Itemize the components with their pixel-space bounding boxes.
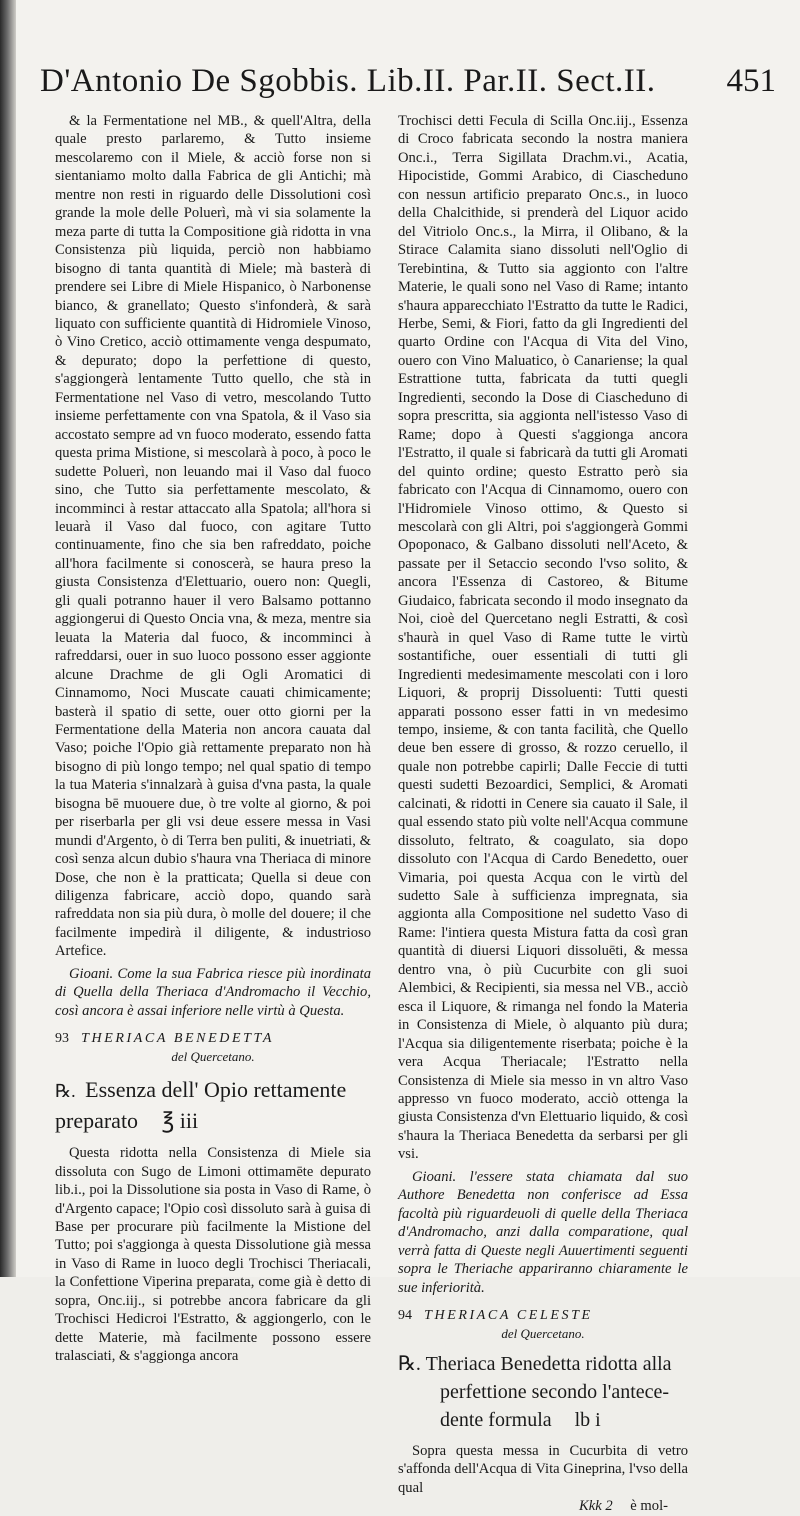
recipe-title-line-1: Theriaca Benedetta ridotta alla [425, 1353, 672, 1375]
recipe-symbol: ℞. [398, 1353, 421, 1375]
catchword: è mol- [630, 1498, 668, 1515]
body-paragraph: Trochisci detti Fecula di Scilla Onc.iij., Essenza di Croco fabricata secondo la nostra maniera Onc.i., Terra Sigillata Drachm.vi., Acatia, Hipocistide, Gommi Arabico, di Ciascheduno con nessun artificio preparato Onc.s., in luoco della Chalcithide, si prenderà del Liquor acido del Vitriolo Onc.s., la Mirra, il Olibano, & la Stirace Calamita siano dissoluti nell'Oglio di Terebintina, & Tutto sia aggionto con l'altre Materie, le quali sono nel Vaso di Rame; intanto s'haura apparecchiato l'Estratto da tutte le Radici, Herbe, Semi, & Fiori, fatto da gli Ingredienti del quarto Ordine con l'Acqua di Vita del Vino, ouero con Vino Maluatico, ò Canariense; la qual Estrattione tutta, fabricata da tutti quegli Ingredienti, secondo la Dose di Ciascheduno di sopra prescritta, sia aggionta nell'istesso Vaso di Rame; dopo à Questi s'aggionga ancora l'Estratto, il quale si fabricarà da tutti gli Aromati del quinto ordine; questo Estratto però sia fabricato con l'Acqua di Cinnamomo, ouero con l'Hidromiele Vinoso ottimo, & Questo si mescolarà con gli Altri, poi s'aggiongerà Gommi Opoponaco, & Galbano dissoluti nell'Aceto, & passate per il Setaccio secondo l'vso solito, & ancora l'Essenza di Castoreo, & Bitume Giudaico, fabricata secondo il modo insegnato da Noi, cioè del Quercetano negli Estratti, & così s'haurà in quel Vaso di Rame tutte le virtù sostantifiche, ouer essentiali di tutti gli Ingredienti medesimamente mescolati con i loro Liquori, & proprij Dissoluenti: Tutti questi apparati possono esser fatti in vn medesimo tempo, insieme, & con tanta facilità, che Quello deue ben essere di grosso, & rozzo ceruello, il quale non potrebbe capirli; Dalle Feccie di tutti questi sudetti Bezoardici, Semplici, & Aromati calcinati, & ridotti in Cenere sia cauato il Sale, il qual essendo stato più volte nell'Acqua commune dissoluto, feltrato, & coagulato, sia dopo dissoluto con l'Acqua di Cardo Benedetto, ouer Vimaria, poi questa Acqua con le virtù del sudetto Sale à sufficienza impregnata, sia aggionta alla Compositione nel sudetto Vaso di Rame: l'intiera questa Mistura fatta da così gran quantità di diuersi Liquori dissoluēti, & messa dentro vna, ò più Cucurbite con gli suoi Alembici, & Recipienti, sia messa nel VB., acciò esca il Liquore, & rimanga nel fondo la Materia in Consistenza di Miele, ò alquanto più dura; l'Acqua sia diligentemente riserbata; poiche è la vera Acqua Theriacale; l'Estratto nella Consistenza di Miele sia messo in vn altro Vaso appresso vn fuoco moderato, acciò ottenga la giusta Consistenza d'vn Elettuario liquido, & così s'haura la Theriaca Benedetta da serbarsi per gli vsi. [398, 113, 688, 1163]
running-head: D'Antonio De Sgobbis. Lib.II. Par.II. Sect.II. [40, 63, 656, 99]
entry-heading [398, 1307, 688, 1325]
recipe-quantity: lb i [574, 1409, 601, 1431]
recipe-quantity: ℥ iii [161, 1108, 199, 1134]
recipe-title-line-2: perfettione secondo l'antece- [440, 1381, 670, 1403]
entry-name: THERIACA BENEDETTA [81, 1031, 275, 1047]
entry-author: del Quercetano. [501, 1326, 585, 1341]
recipe-heading [55, 1075, 371, 1136]
entry-number: 94 [398, 1308, 412, 1323]
recipe-title: Essenza dell' Opio rettamente preparato [55, 1077, 347, 1134]
left-column [55, 112, 371, 1365]
recipe-title-line-3 [398, 1406, 688, 1434]
commentary-paragraph: Gioani. Come la sua Fabrica riesce più inordinata di Quella della Theriaca d'Andromacho il Vecchio, così ancora è assai inferiore nelle virtù à Questa. [55, 965, 371, 1019]
entry-heading [55, 1030, 371, 1048]
entry-author: del Quercetano. [171, 1049, 255, 1065]
body-paragraph: Sopra questa messa in Cucurbita di vetro s'affonda dell'Acqua di Vita Gineprina, l'vso della qual [398, 1443, 688, 1496]
recipe-heading [398, 1350, 688, 1434]
recipe-symbol: ℞. [55, 1081, 76, 1102]
body-paragraph: & la Fermentatione nel MB., & quell'Altra, della quale presto parlaremo, & Tutto insieme mescolaremo con il Miele, & acciò forse non si sientaniamo molto dalla Fabrica de gli Antichi; mà mentre non resti in riguardo delle Dissolutioni così grande la mole delle Poluerì, mà vi sia solamente la meza parte di tutta la Compositione già ridotta in vna Consistenza più liquida, perciò non habbiamo bisogno di tanta quantità di Miele; mà basterà di prendere sei Libre di Miele Hispanico, ò Narbonense bianco, & granellato; Questo s'infonderà, & sarà liquato con sufficiente quantità di Hidromiele Vinoso, ò Vino Cretico, acciò ottimamente venga despumato, & depurato; dopo la perfettione di questo, s'aggiongerà lentamente Tutto quello, che stà in Fermentatione nel Vaso di vetro, mescolando Tutto insieme perfettamente con vna Spatola, & il Vaso sia accostato sempre ad vn fuoco moderato, essendo fatta questa prima Mistione, si mescolarà à poco, à poco le sudette Poluerì, non leuando mai il Vaso dal fuoco sino, che Tutto sia perfettamente mescolato, & incomminci à restar attaccato alla Spatola; all'hora si leuarà il Vaso dal fuoco, con agitare Tutto continuamente, fino che sia ben rafreddato, poiche all'hora facilmente si conoscerà, se haura preso la giusta Consistenza d'Elettuario, ouero non: Quegli, gli quali potranno hauer il vero Balsamo pottanno aggiongerui di Questo Oncia vna, & meza, mentre sia leuata la Materia dal fuoco, & incomminci à rafreddarsi, ouer in suo luoco possono esser aggionte alcune Drachme de gli Ogli Aromatici di Cinnamomo, Noci Muscate cauati chimicamente; basterà il spatio di sette, ouer otto giorni per la Fermentatione della Materia non ancora cauata dal Vaso; poiche l'Opio già rettamente preparato non hà bisogno di più longo tempo; nel qual spatio di tempo la tua Materia s'innalzarà à guisa d'vna pasta, la quale bisogna bē muouere due, ò tre volte al giorno, & poi per riserbarla per gli vsi deue essere messa in Vasi mundi d'Argento, ò di Terra ben puliti, & inuetriati, & così senza alcun dubio s'haura vna Theriaca di minore Dose, che non è la pratticata; Quella si deue con diligenza fabricare, acciò dopo, quando sarà rafreddata non sia più dura, ò molle del douere; il che facilmente impedirà il diligente, & industrioso Artefice. [55, 113, 371, 960]
recipe-title-line-3-text: dente formula [440, 1409, 552, 1431]
page-number: 451 [726, 63, 776, 99]
page-header [40, 56, 790, 106]
entry-number: 93 [55, 1031, 69, 1047]
right-column [398, 112, 688, 1515]
signature-line [398, 1497, 688, 1515]
commentary-paragraph: Gioani. l'essere stata chiamata dal suo Authore Benedetta non conferisce ad Essa facoltà più riguardeuoli di quelle della Theriaca d'Andromacho, anzi dalla comparatione, qual verrà fatta di Queste negli Auuertimenti seguenti sopra le Theriache appariranno chiaramente le sue inferiorità. [398, 1168, 688, 1296]
body-paragraph: Questa ridotta nella Consistenza di Miele sia dissoluta con Sugo de Limoni ottimamēte depurato lib.i., poi la Dissolutione sia posta in Vaso di Rame, ò d'Argento capace; l'Opio così dissoluto sarà à guisa di Base per procurare più facilmente la Mistione del Tutto; poi s'aggionga à questa Dissolutione già messa in Vaso di Rame in luoco degli Trochisci Theriacali, la Confettione Viperina preparata, come già è detto di sopra, Onc.iij., si potrebbe ancora fabricare da gli Trochisci Hedicroi l'Estratto, & aggiongerlo, con le dette Materie, mà facilmente possono essere tralasciati, & s'aggionga ancora [55, 1145, 371, 1365]
entry-name: THERIACA CELESTE [424, 1308, 593, 1323]
page-gutter-shadow [0, 0, 16, 1277]
signature-mark: Kkk 2 [579, 1498, 613, 1515]
